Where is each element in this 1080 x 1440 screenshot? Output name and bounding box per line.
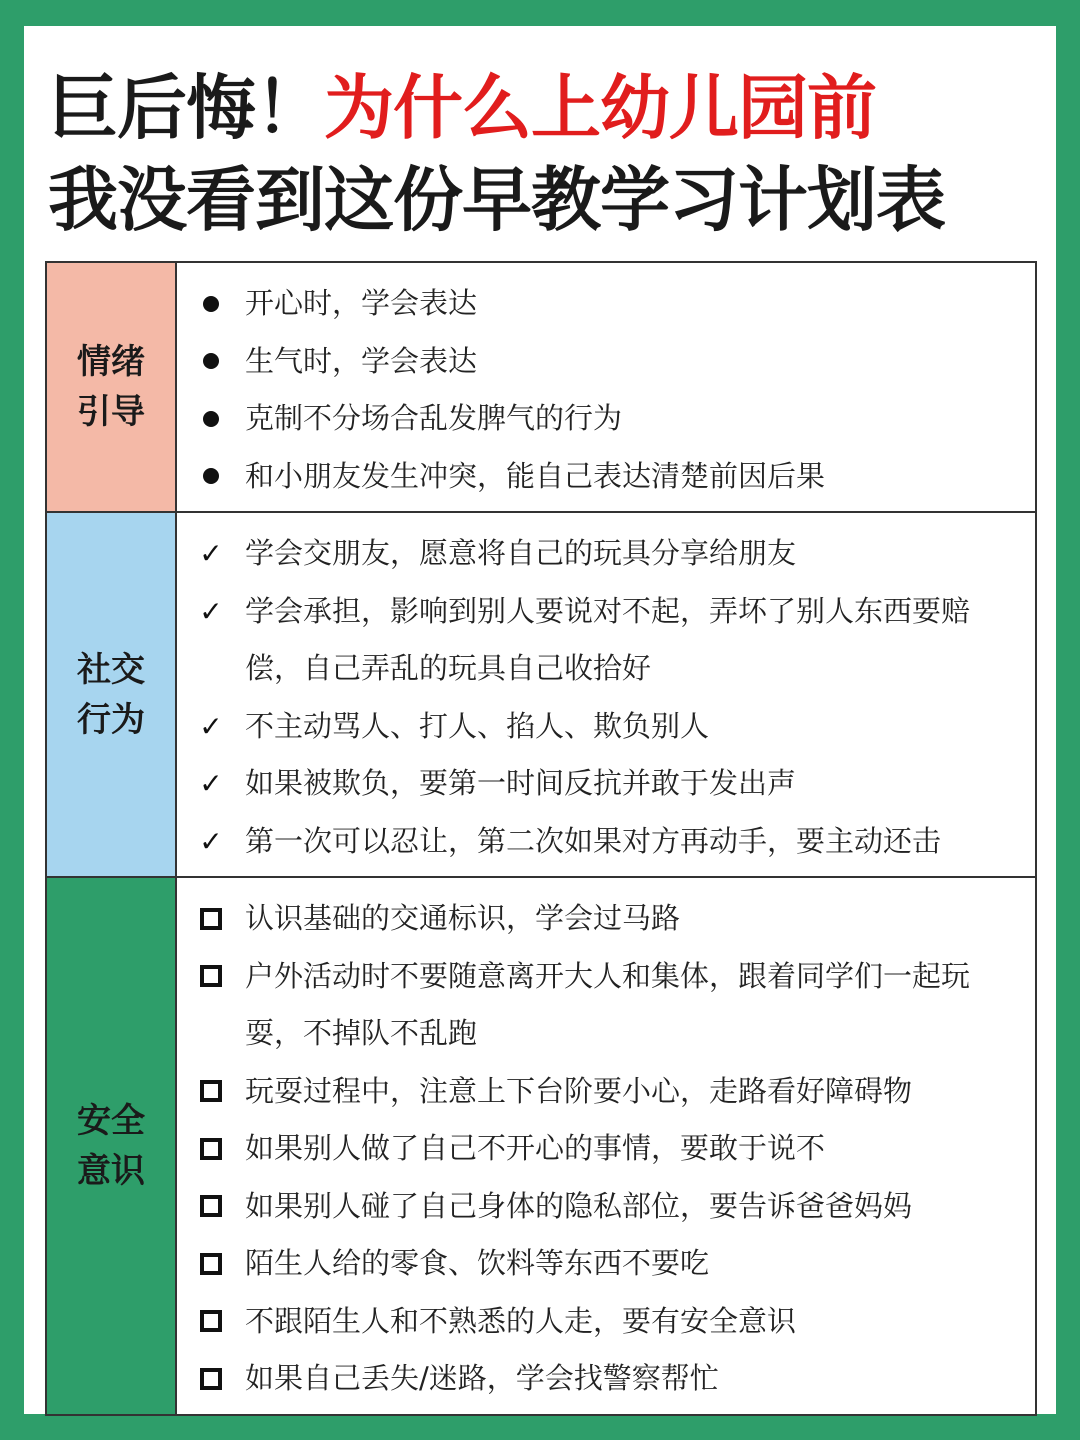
list-item bbox=[177, 333, 1035, 391]
list-item bbox=[177, 448, 1035, 506]
list-item bbox=[177, 1120, 1035, 1178]
list-item bbox=[177, 890, 1035, 948]
item-text: 和小朋友发生冲突，能自己表达清楚前因后果 bbox=[245, 458, 826, 493]
list-item bbox=[177, 1293, 1035, 1351]
list-item bbox=[177, 583, 1035, 698]
checkmark-icon: ✓ bbox=[199, 594, 223, 628]
bullet-dot-icon bbox=[177, 275, 245, 333]
plan-table bbox=[45, 261, 1037, 1416]
item-text: 克制不分场合乱发脾气的行为 bbox=[245, 401, 623, 435]
item-text: 如果别人碰了自己身体的隐私部位，要告诉爸爸妈妈 bbox=[245, 1188, 913, 1223]
item-text: 学会承担，影响到别人要说对不起，弄坏了别人东西要赔偿，自己弄乱的玩具自己收拾好 bbox=[245, 593, 971, 685]
checkbox-icon bbox=[177, 1350, 245, 1408]
bullet-dot-icon bbox=[177, 448, 245, 506]
category-label: 安全意识 bbox=[77, 1100, 145, 1191]
item-text: 认识基础的交通标识，学会过马路 bbox=[245, 901, 681, 935]
title-line2: 我没看到这份早教学习计划表 bbox=[48, 159, 945, 241]
item-text: 学会交朋友，愿意将自己的玩具分享给朋友 bbox=[245, 536, 797, 570]
list-item bbox=[177, 698, 1035, 756]
item-list bbox=[177, 263, 1035, 511]
item-list bbox=[177, 878, 1035, 1414]
list-item bbox=[177, 813, 1035, 871]
checkmark-icon: ✓ bbox=[199, 537, 223, 570]
item-text: 如果别人做了自己不开心的事情，要敢于说不 bbox=[245, 1131, 826, 1165]
checkmark-icon: ✓ bbox=[199, 767, 223, 800]
page-title bbox=[48, 62, 945, 246]
item-text: 生气时，学会表达 bbox=[245, 343, 478, 378]
category-cell bbox=[47, 878, 177, 1414]
item-text: 不主动骂人、打人、掐人、欺负别人 bbox=[245, 708, 710, 743]
list-item bbox=[177, 755, 1035, 813]
item-text: 如果自己丢失/迷路，学会找警察帮忙 bbox=[245, 1361, 719, 1395]
item-text: 户外活动时不要随意离开大人和集体，跟着同学们一起玩耍，不掉队不乱跑 bbox=[245, 958, 971, 1050]
list-item bbox=[177, 948, 1035, 1063]
list-item bbox=[177, 525, 1035, 583]
item-text: 第一次可以忍让，第二次如果对方再动手，要主动还击 bbox=[245, 823, 942, 858]
checkbox-icon bbox=[177, 1235, 245, 1293]
checkmark-icon: ✓ bbox=[199, 824, 223, 858]
title-line1-red: 为什么上幼儿园前 bbox=[324, 67, 876, 149]
category-label: 情绪引导 bbox=[77, 342, 145, 432]
list-item bbox=[177, 1350, 1035, 1408]
content-card bbox=[24, 26, 1056, 1414]
checkbox-icon bbox=[177, 1120, 245, 1178]
checkbox-icon bbox=[177, 1293, 245, 1351]
list-item bbox=[177, 390, 1035, 448]
category-label: 社交行为 bbox=[77, 649, 145, 740]
item-text: 陌生人给的零食、饮料等东西不要吃 bbox=[245, 1246, 710, 1280]
item-text: 不跟陌生人和不熟悉的人走，要有安全意识 bbox=[245, 1303, 797, 1338]
category-cell bbox=[47, 513, 177, 876]
item-text: 如果被欺负，要第一时间反抗并敢于发出声 bbox=[245, 766, 797, 800]
list-item bbox=[177, 1063, 1035, 1121]
checkbox-icon bbox=[177, 1178, 245, 1236]
list-item bbox=[177, 275, 1035, 333]
list-item bbox=[177, 1178, 1035, 1236]
title-line1-black: 巨后悔！ bbox=[48, 67, 324, 149]
section-row bbox=[47, 878, 1035, 1414]
bullet-dot-icon bbox=[177, 333, 245, 391]
item-text: 玩耍过程中，注意上下台阶要小心，走路看好障碍物 bbox=[245, 1073, 913, 1108]
checkbox-icon bbox=[177, 890, 245, 948]
list-item bbox=[177, 1235, 1035, 1293]
checkbox-icon bbox=[177, 1063, 245, 1121]
checkmark-icon: ✓ bbox=[199, 709, 223, 743]
checkbox-icon bbox=[177, 948, 245, 1006]
bullet-dot-icon bbox=[177, 390, 245, 448]
section-row bbox=[47, 513, 1035, 878]
category-cell bbox=[47, 263, 177, 511]
item-list bbox=[177, 513, 1035, 876]
section-row bbox=[47, 263, 1035, 513]
item-text: 开心时，学会表达 bbox=[245, 286, 478, 320]
